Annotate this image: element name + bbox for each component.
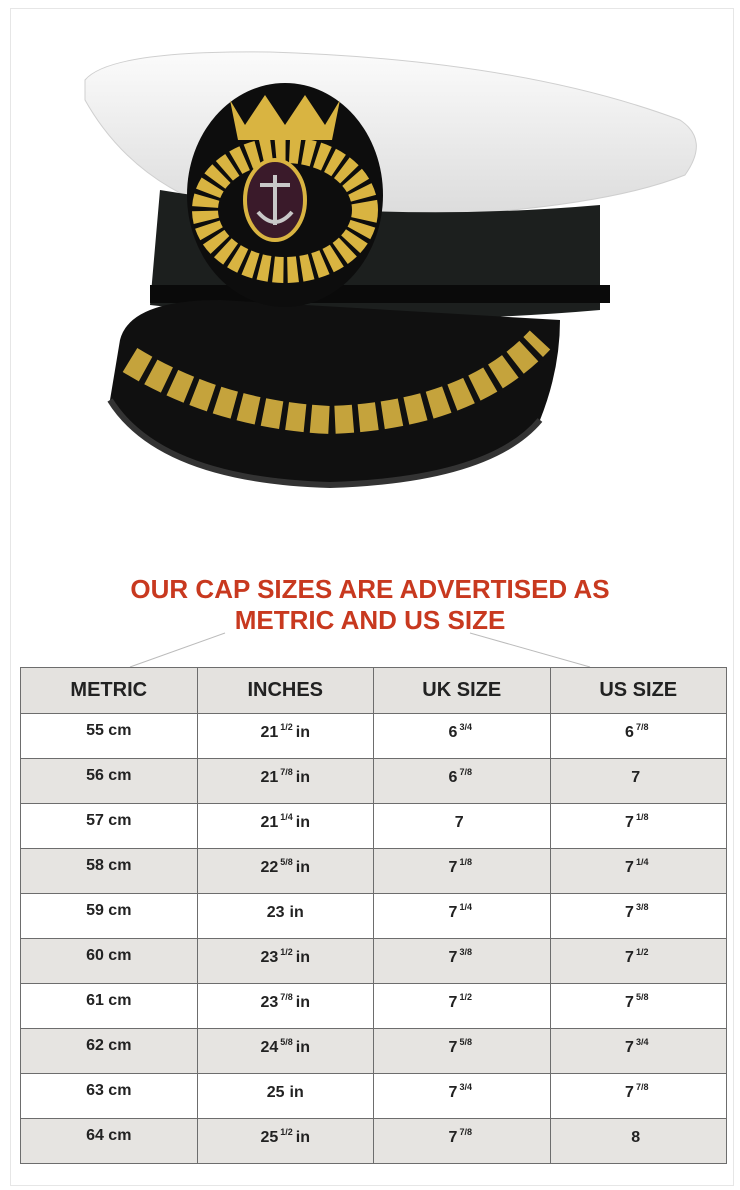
- us-size-fraction: 3/8: [635, 902, 649, 912]
- inches-whole: 21: [260, 724, 279, 741]
- uk-size-fraction: 3/4: [459, 722, 472, 732]
- us-size-cell: [550, 714, 727, 759]
- us-size-whole: 7: [625, 814, 634, 831]
- inches-unit: in: [295, 814, 311, 831]
- uk-size-whole: 7: [448, 949, 458, 966]
- us-size-whole: 8: [631, 1129, 641, 1146]
- us-size-whole: 7: [625, 1039, 634, 1056]
- inches-unit: in: [289, 1084, 304, 1101]
- inches-fraction: 1/2: [280, 1127, 293, 1137]
- inches-whole: 24: [260, 1039, 279, 1056]
- inches-whole: 25: [260, 1129, 279, 1146]
- uk-size-cell: [374, 1029, 551, 1074]
- us-size-whole: 7: [625, 859, 634, 876]
- uk-size-whole: 7: [448, 994, 458, 1011]
- us-size-cell: [550, 1074, 727, 1119]
- table-row: [21, 894, 727, 939]
- us-size-fraction: 7/8: [635, 722, 649, 732]
- metric-cell: 55 cm: [21, 714, 198, 759]
- inches-unit: in: [295, 949, 311, 966]
- inches-cell: [197, 1074, 374, 1119]
- inches-whole: 21: [260, 814, 279, 831]
- us-size-cell: [550, 1119, 727, 1164]
- inches-whole: 23: [260, 994, 279, 1011]
- us-size-whole: 7: [625, 904, 634, 921]
- uk-size-fraction: 7/8: [459, 767, 472, 777]
- uk-size-fraction: 5/8: [459, 1037, 472, 1047]
- header-uk-size: UK SIZE: [374, 668, 551, 714]
- us-size-cell: [550, 984, 727, 1029]
- header-inches: INCHES: [197, 668, 374, 714]
- us-size-cell: [550, 759, 727, 804]
- metric-cell: 63 cm: [21, 1074, 198, 1119]
- inches-fraction: 5/8: [280, 857, 293, 867]
- uk-size-whole: 7: [448, 1084, 458, 1101]
- inches-cell: [197, 849, 374, 894]
- uk-size-cell: [374, 894, 551, 939]
- uk-size-cell: [374, 984, 551, 1029]
- table-row: [21, 1074, 727, 1119]
- us-size-whole: 7: [625, 1084, 634, 1101]
- table-row: [21, 714, 727, 759]
- uk-size-whole: 7: [454, 814, 464, 831]
- us-size-fraction: 1/2: [635, 947, 649, 957]
- table-header-row: [21, 668, 727, 714]
- us-size-cell: [550, 1029, 727, 1074]
- inches-fraction: 1/2: [280, 722, 293, 732]
- table-row: [21, 759, 727, 804]
- us-size-whole: 6: [625, 724, 634, 741]
- uk-size-cell: [374, 939, 551, 984]
- inches-whole: 22: [260, 859, 279, 876]
- naval-cap-image: [70, 40, 710, 500]
- inches-cell: [197, 939, 374, 984]
- us-size-cell: [550, 894, 727, 939]
- us-size-whole: 7: [631, 769, 641, 786]
- uk-size-cell: [374, 1074, 551, 1119]
- inches-fraction: 5/8: [280, 1037, 293, 1047]
- inches-unit: in: [295, 769, 311, 786]
- headline-line-1: OUR CAP SIZES ARE ADVERTISED AS: [130, 574, 610, 604]
- inches-fraction: 1/2: [280, 947, 293, 957]
- inches-unit: in: [289, 904, 304, 921]
- uk-size-whole: 7: [448, 1129, 458, 1146]
- uk-size-whole: 6: [448, 769, 458, 786]
- table-row: [21, 939, 727, 984]
- metric-cell: 61 cm: [21, 984, 198, 1029]
- us-size-fraction: 7/8: [635, 1082, 649, 1092]
- table-row: [21, 1029, 727, 1074]
- us-size-cell: [550, 939, 727, 984]
- uk-size-fraction: 3/8: [459, 947, 472, 957]
- us-size-fraction: 3/4: [635, 1037, 649, 1047]
- metric-cell: 56 cm: [21, 759, 198, 804]
- metric-cell: 62 cm: [21, 1029, 198, 1074]
- size-chart-table: [20, 667, 727, 1164]
- header-metric: METRIC: [21, 668, 198, 714]
- uk-size-fraction: 1/4: [459, 902, 472, 912]
- inches-whole: 23: [266, 904, 285, 921]
- metric-cell: 57 cm: [21, 804, 198, 849]
- inches-unit: in: [295, 859, 311, 876]
- uk-size-fraction: 3/4: [459, 1082, 472, 1092]
- inches-whole: 21: [260, 769, 279, 786]
- inches-whole: 23: [260, 949, 279, 966]
- inches-cell: [197, 1119, 374, 1164]
- table-row: [21, 984, 727, 1029]
- inches-cell: [197, 714, 374, 759]
- metric-cell: 58 cm: [21, 849, 198, 894]
- inches-fraction: 7/8: [280, 767, 293, 777]
- metric-cell: 64 cm: [21, 1119, 198, 1164]
- inches-whole: 25: [266, 1084, 285, 1101]
- us-size-fraction: 1/4: [635, 857, 649, 867]
- inches-cell: [197, 984, 374, 1029]
- us-size-fraction: 1/8: [635, 812, 649, 822]
- inches-fraction: 1/4: [280, 812, 293, 822]
- us-size-fraction: 5/8: [635, 992, 649, 1002]
- us-size-cell: [550, 804, 727, 849]
- table-row: [21, 849, 727, 894]
- uk-size-cell: [374, 804, 551, 849]
- inches-cell: [197, 759, 374, 804]
- uk-size-fraction: 1/2: [459, 992, 472, 1002]
- headline-line-2: METRIC AND US SIZE: [234, 605, 506, 635]
- metric-cell: 60 cm: [21, 939, 198, 984]
- us-size-whole: 7: [625, 994, 634, 1011]
- uk-size-whole: 7: [448, 1039, 458, 1056]
- uk-size-whole: 7: [448, 859, 458, 876]
- uk-size-whole: 6: [448, 724, 458, 741]
- callout-lines: [0, 615, 740, 675]
- uk-size-cell: [374, 1119, 551, 1164]
- uk-size-cell: [374, 849, 551, 894]
- uk-size-fraction: 7/8: [459, 1127, 472, 1137]
- inches-unit: in: [295, 1039, 311, 1056]
- inches-fraction: 7/8: [280, 992, 293, 1002]
- table-row: [21, 804, 727, 849]
- inches-unit: in: [295, 994, 311, 1011]
- header-us-size: US SIZE: [550, 668, 727, 714]
- metric-cell: 59 cm: [21, 894, 198, 939]
- us-size-whole: 7: [625, 949, 634, 966]
- uk-size-whole: 7: [448, 904, 458, 921]
- uk-size-cell: [374, 759, 551, 804]
- uk-size-fraction: 1/8: [459, 857, 472, 867]
- inches-unit: in: [295, 1129, 311, 1146]
- us-size-cell: [550, 849, 727, 894]
- inches-unit: in: [295, 724, 311, 741]
- uk-size-cell: [374, 714, 551, 759]
- inches-cell: [197, 804, 374, 849]
- table-row: [21, 1119, 727, 1164]
- inches-cell: [197, 894, 374, 939]
- inches-cell: [197, 1029, 374, 1074]
